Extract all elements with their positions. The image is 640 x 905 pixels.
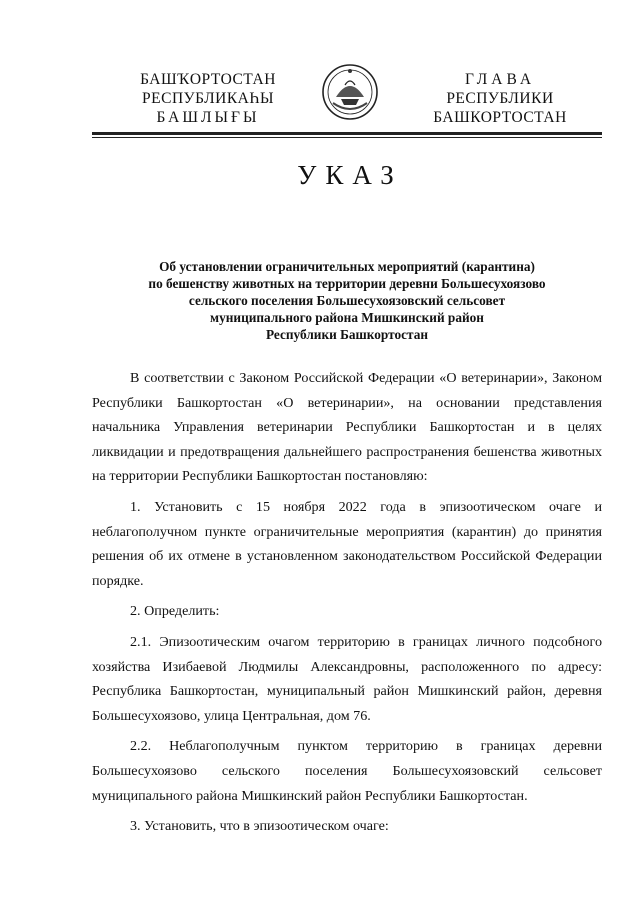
title-line: Республики Башкортостан (265, 327, 429, 342)
header-left-line: РЕСПУБЛИКАҺЫ (142, 90, 274, 107)
body-paragraph: 1. Установить с 15 ноября 2022 года в эпизоотическом очаге и неблагополучном пункте ограничительные мероприятия (карантин) до принятия решения об их отмене в установленном законодательством Российской Федерации порядке. (92, 498, 602, 589)
title-line: Об установлении ограничительных мероприятий (карантина) (159, 259, 535, 274)
title-line: муниципального района Мишкинский район (210, 310, 484, 325)
header-right-line: РЕСПУБЛИКИ (446, 90, 554, 107)
header-left-line: БАШҠОРТОСТАН (140, 71, 276, 88)
header-right-line: ГЛАВА (464, 71, 536, 88)
coat-of-arms-icon (321, 63, 379, 121)
document-title (92, 258, 602, 343)
header-divider-thin (92, 137, 602, 138)
title-line: по бешенству животных на территории деревни Большесухоязово (148, 276, 546, 291)
document-body (92, 366, 602, 839)
body-paragraph: 2. Определить: (130, 603, 220, 620)
body-paragraph: 2.1. Эпизоотическим очагом территорию в границах личного подсобного хозяйства Изибаевой Людмилы Александровны, расположенного по адресу: Республика Башкортостан, муниципальный район Мишкинский район, деревня Большесухоязово, улица Центральная, дом 76. (92, 633, 602, 724)
title-line: сельского поселения Большесухоязовский сельсовет (188, 293, 506, 308)
header-left-bashkir (118, 70, 298, 127)
body-paragraph: В соответствии с Законом Российской Федерации «О ветеринарии», Законом Республики Башкортостан «О ветеринарии», на основании представления начальника Управления ветеринарии Республики Башкортостан и в целях ликвидации и предотвращения дальнейшего распространения бешенства животных на территории Республики Башкортостан постановляю: (92, 370, 602, 485)
header-divider-thick (92, 132, 602, 135)
header-left-line: БАШЛЫҒЫ (156, 109, 260, 126)
header-right-russian (410, 70, 590, 127)
document-type: УКАЗ (297, 160, 403, 190)
header-right-line: БАШКОРТОСТАН (433, 109, 567, 126)
body-paragraph: 3. Установить, что в эпизоотическом очаге: (130, 818, 389, 835)
body-paragraph: 2.2. Неблагополучным пунктом территорию в границах деревни Большесухоязово сельского поселения Большесухоязовский сельсовет муниципального района Мишкинский район Республики Башкортостан. (92, 738, 602, 804)
